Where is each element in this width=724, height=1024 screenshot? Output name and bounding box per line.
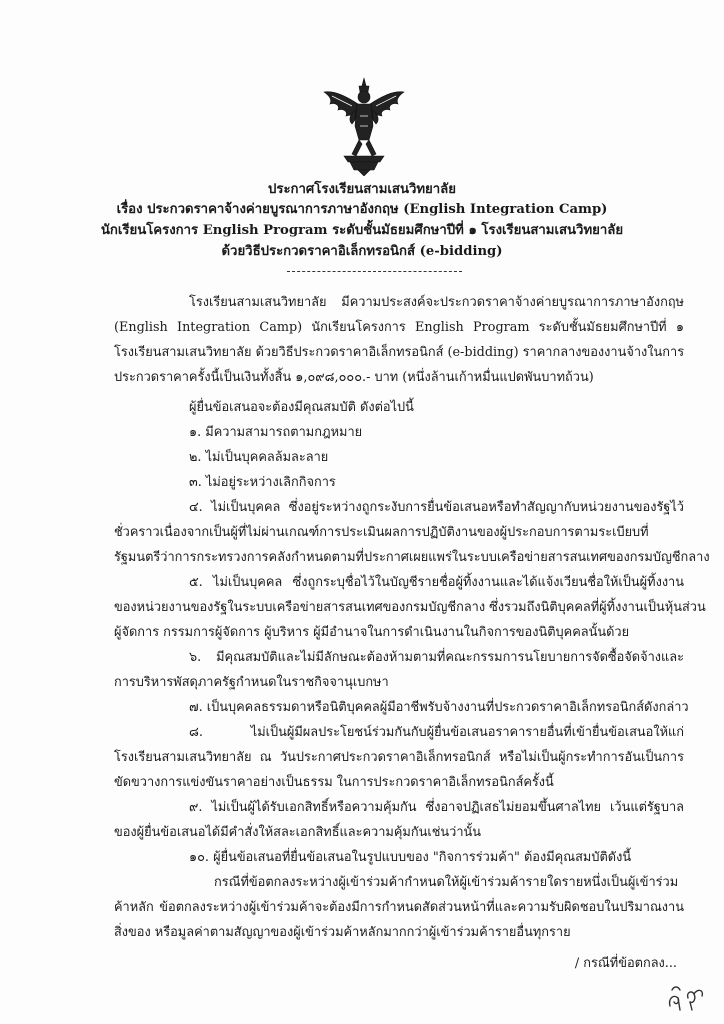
handwritten-initials-signature bbox=[664, 976, 708, 1016]
item-8-line-1: ๘. ไม่เป็นผู้มีผลประโยชน์ร่วมกันกับผู้ยื่นข้อเสนอราคารายอื่นที่เข้ายื่นข้อเสนอให้แก่ bbox=[189, 725, 684, 740]
item-10-para-line-3: สิ่งของ หรือมูลค่าตามสัญญาของผู้เข้าร่วมค้าหลักมากกว่าผู้เข้าร่วมค้ารายอื่นทุกราย bbox=[114, 925, 571, 940]
item-4-line-3: รัฐมนตรีว่าการกระทรวงการคลังกำหนดตามที่ประกาศเผยแพร่ในระบบเครือข่ายสารสนเทศของกรมบัญชีกลาง bbox=[114, 550, 710, 565]
continuation-note: / กรณีที่ข้อตกลง... bbox=[574, 956, 677, 971]
qualifications-heading: ผู้ยื่นข้อเสนอจะต้องมีคุณสมบัติ ดังต่อไปนี้ bbox=[189, 400, 414, 415]
subject-line: เรื่อง ประกวดราคาจ้างค่ายบูรณาการภาษาอังกฤษ (English Integration Camp) bbox=[116, 202, 608, 217]
intro-line-4: ประกวดราคาครั้งนี้เป็นเงินทั้งสิ้น ๑,๐๙๘,๐๐๐.- บาท (หนึ่งล้านเก้าหมื่นแปดพันบาทถ้วน) bbox=[114, 370, 594, 385]
item-8-line-3: ขัดขวางการแข่งขันราคาอย่างเป็นธรรม ในการประกวดราคาอิเล็กทรอนิกส์ครั้งนี้ bbox=[114, 775, 554, 790]
subject-line-3: ด้วยวิธีประกวดราคาอิเล็กทรอนิกส์ (e-bidding) bbox=[221, 244, 503, 259]
header-divider bbox=[287, 271, 462, 272]
item-9-line-1: ๙. ไม่เป็นผู้ได้รับเอกสิทธิ์หรือความคุ้มกัน ซึ่งอาจปฏิเสธไม่ยอมขึ้นศาลไทย เว้นแต่รัฐบาล bbox=[189, 800, 684, 815]
item-6-line-1: ๖. มีคุณสมบัติและไม่มีลักษณะต้องห้ามตามที่คณะกรรมการนโยบายการจัดซื้อจัดจ้างและ bbox=[189, 650, 684, 665]
item-2: ๒. ไม่เป็นบุคคลล้มละลาย bbox=[189, 450, 329, 465]
item-8-line-2: โรงเรียนสามเสนวิทยาลัย ณ วันประกาศประกวดราคาอิเล็กทรอนิกส์ หรือไม่เป็นผู้กระทำการอันเป็นการ bbox=[114, 750, 684, 765]
item-4-line-1: ๔. ไม่เป็นบุคคล ซึ่งอยู่ระหว่างถูกระงับการยื่นข้อเสนอหรือทำสัญญากับหน่วยงานของรัฐไว้ bbox=[189, 500, 684, 515]
item-4-line-2: ชั่วคราวเนื่องจากเป็นผู้ที่ไม่ผ่านเกณฑ์การประเมินผลการปฏิบัติงานของผู้ประกอบการตามระเบียบที่ bbox=[114, 525, 649, 540]
item-10: ๑๐. ผู้ยื่นข้อเสนอที่ยื่นข้อเสนอในรูปแบบของ "กิจการร่วมค้า" ต้องมีคุณสมบัติดังนี้ bbox=[189, 850, 632, 865]
item-9-line-2: ของผู้ยื่นข้อเสนอได้มีคำสั่งให้สละเอกสิทธิ์และความคุ้มกันเช่นว่านั้น bbox=[114, 825, 482, 840]
announcement-header bbox=[80, 180, 644, 270]
intro-line-2: (English Integration Camp) นักเรียนโครงการ English Program ระดับชั้นมัธยมศึกษาปีที่ ๑ bbox=[114, 320, 684, 335]
announcement-title: ประกาศโรงเรียนสามเสนวิทยาลัย bbox=[268, 182, 456, 197]
item-5-line-2: ของหน่วยงานของรัฐในระบบเครือข่ายสารสนเทศของกรมบัญชีกลาง ซึ่งรวมถึงนิติบุคคลที่ผู้ทิ้งงานเป็นหุ้นส่วน bbox=[114, 600, 706, 615]
item-6-line-2: การบริหารพัสดุภาครัฐกำหนดในราชกิจจานุเบกษา bbox=[114, 675, 389, 690]
subject-line-2: นักเรียนโครงการ English Program ระดับชั้นมัธยมศึกษาปีที่ ๑ โรงเรียนสามเสนวิทยาลัย bbox=[100, 223, 624, 238]
item-5-line-3: ผู้จัดการ กรรมการผู้จัดการ ผู้บริหาร ผู้มีอำนาจในการดำเนินงานในกิจการของนิติบุคคลนั้นด้วย bbox=[114, 625, 630, 640]
item-5-line-1: ๕. ไม่เป็นบุคคล ซึ่งถูกระบุชื่อไว้ในบัญชีรายชื่อผู้ทิ้งงานและได้แจ้งเวียนชื่อให้เป็นผู้ทิ้งงาน bbox=[189, 575, 684, 590]
item-10-para-line-2: ค้าหลัก ข้อตกลงระหว่างผู้เข้าร่วมค้าจะต้องมีการกำหนดสัดส่วนหน้าที่และความรับผิดชอบในปริมาณงาน bbox=[114, 900, 684, 915]
item-7: ๗. เป็นบุคคลธรรมดาหรือนิติบุคคลผู้มีอาชีพรับจ้างงานที่ประกวดราคาอิเล็กทรอนิกส์ดังกล่าว bbox=[189, 700, 689, 715]
item-3: ๓. ไม่อยู่ระหว่างเลิกกิจการ bbox=[189, 475, 336, 490]
garuda-emblem-icon bbox=[322, 76, 406, 176]
intro-line-3: โรงเรียนสามเสนวิทยาลัย ด้วยวิธีประกวดราคาอิเล็กทรอนิกส์ (e-bidding) ราคากลางของงานจ้างในการ bbox=[114, 345, 685, 360]
item-1: ๑. มีความสามารถตามกฎหมาย bbox=[189, 425, 363, 440]
intro-line-1: โรงเรียนสามเสนวิทยาลัย มีความประสงค์จะประกวดราคาจ้างค่ายบูรณาการภาษาอังกฤษ bbox=[189, 295, 684, 310]
item-10-para-line-1: กรณีที่ข้อตกลงระหว่างผู้เข้าร่วมค้ากำหนดให้ผู้เข้าร่วมค้ารายใดรายหนึ่งเป็นผู้เข้าร่วม bbox=[214, 875, 679, 890]
